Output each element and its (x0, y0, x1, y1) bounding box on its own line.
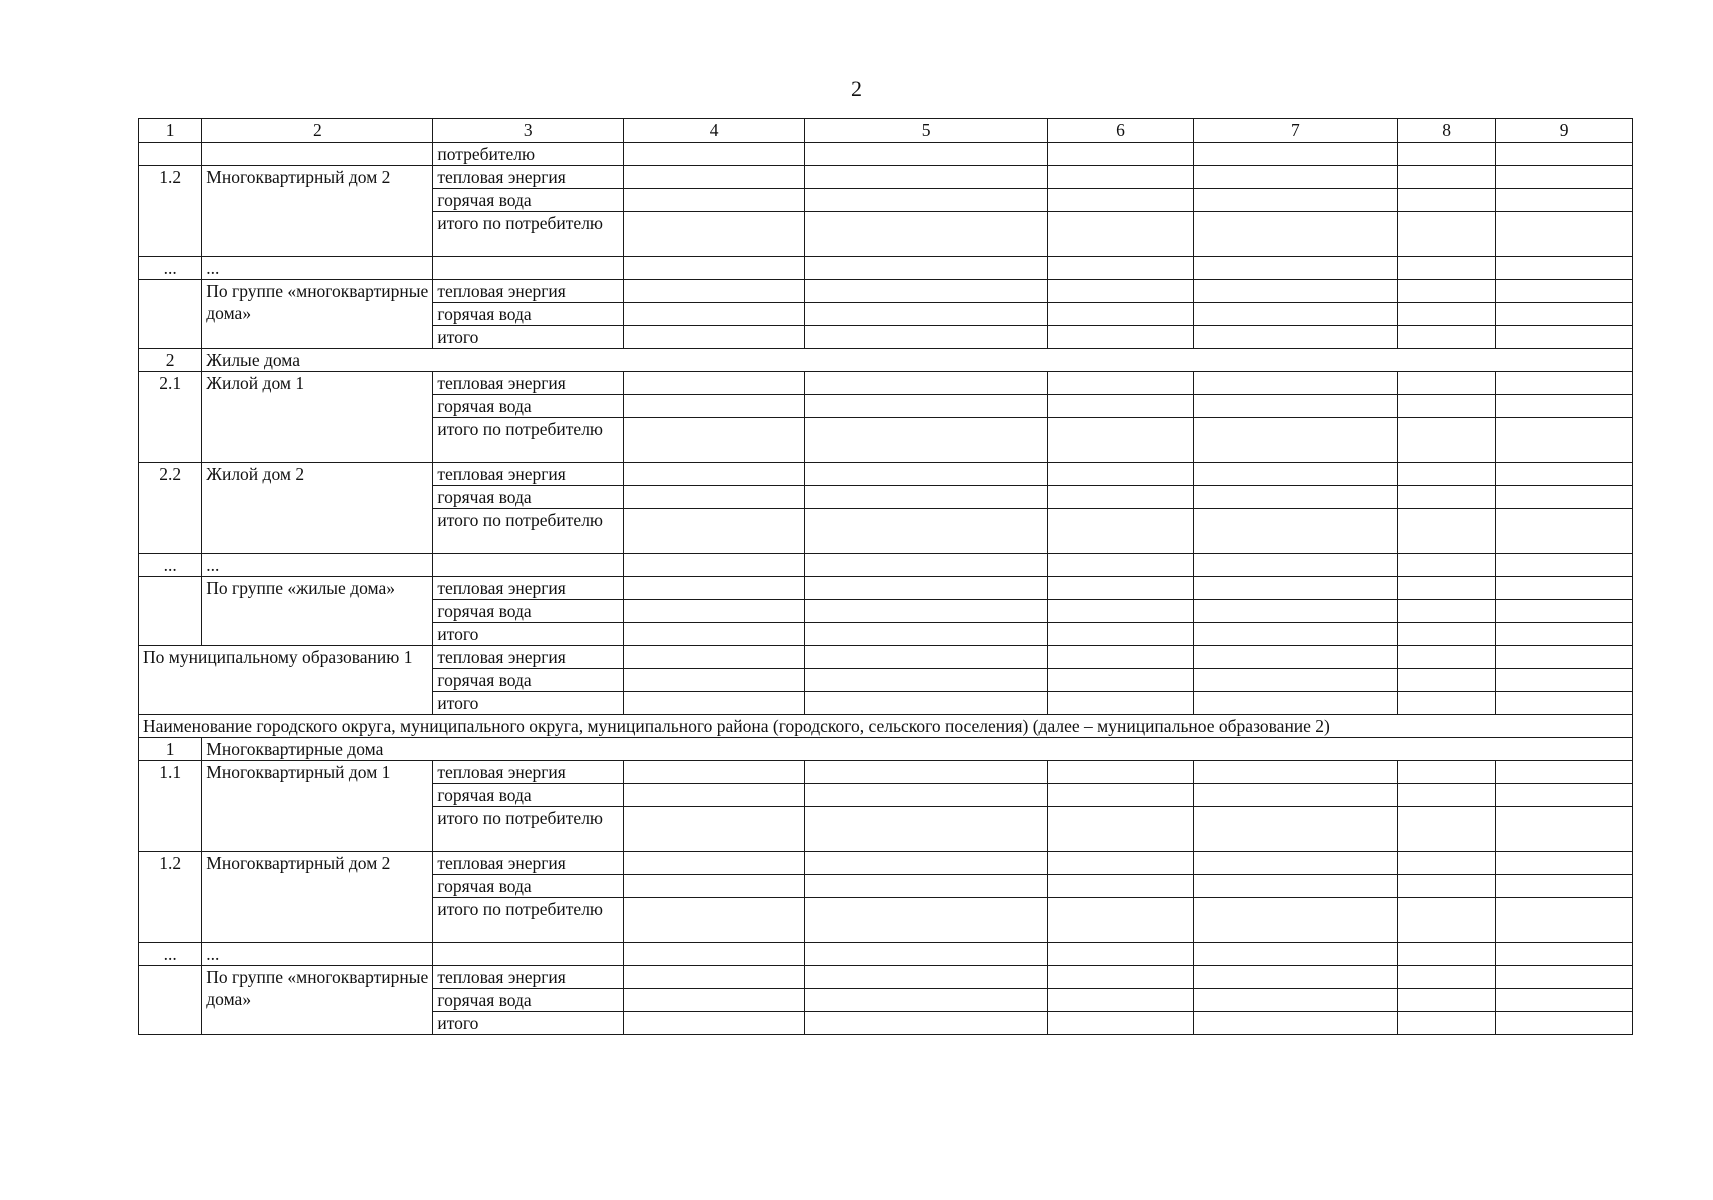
section-title: Многоквартирные дома (202, 738, 1633, 761)
column-number: 8 (1397, 119, 1495, 143)
metric-label: тепловая энергия (433, 646, 624, 669)
table-row (139, 280, 1633, 303)
group-name: По группе «жилые дома» (202, 577, 433, 646)
metric-label: тепловая энергия (433, 463, 624, 486)
metric-label: тепловая энергия (433, 852, 624, 875)
object-name: ... (202, 554, 433, 577)
section-row (139, 738, 1633, 761)
metric-label: итого по потребителю (433, 807, 624, 852)
metric-label: горячая вода (433, 669, 624, 692)
table-row (139, 966, 1633, 989)
metric-label: тепловая энергия (433, 280, 624, 303)
row-number: 2.2 (139, 463, 202, 554)
table-row (139, 166, 1633, 189)
table-row (139, 554, 1633, 577)
metric-label: итого по потребителю (433, 898, 624, 943)
metric-label: горячая вода (433, 395, 624, 418)
table-row (139, 372, 1633, 395)
object-name: Многоквартирный дом 1 (202, 761, 433, 852)
column-number: 3 (433, 119, 624, 143)
column-number-row (139, 119, 1633, 143)
table-row (139, 257, 1633, 280)
table-row (139, 143, 1633, 166)
column-number: 1 (139, 119, 202, 143)
metric-label: тепловая энергия (433, 761, 624, 784)
metric-label: горячая вода (433, 486, 624, 509)
metric-label: итого (433, 623, 624, 646)
group-name: По группе «многоквартирные дома» (202, 966, 433, 1035)
municipality-title: Наименование городского округа, муниципального округа, муниципального района (городского, сельского поселения) (далее – муниципальное образование 2) (139, 715, 1633, 738)
row-number: 2 (139, 349, 202, 372)
table-row (139, 577, 1633, 600)
metric-label: горячая вода (433, 875, 624, 898)
metric-label: горячая вода (433, 189, 624, 212)
row-number: ... (139, 257, 202, 280)
page-number: 2 (851, 76, 862, 101)
table-row (139, 852, 1633, 875)
metric-label: итого по потребителю (433, 509, 624, 554)
metric-label: итого по потребителю (433, 418, 624, 463)
metric-label: горячая вода (433, 303, 624, 326)
table-row (139, 646, 1633, 669)
consumption-table (138, 118, 1633, 1035)
group-name: По группе «многоквартирные дома» (202, 280, 433, 349)
municipal-total-label: По муниципальному образованию 1 (139, 646, 433, 715)
column-number: 6 (1048, 119, 1194, 143)
metric-label: итого (433, 692, 624, 715)
row-number: 1.2 (139, 852, 202, 943)
column-number: 4 (624, 119, 805, 143)
metric-label: тепловая энергия (433, 166, 624, 189)
metric-label: потребителю (433, 143, 624, 166)
row-number: 1.2 (139, 166, 202, 257)
column-number: 9 (1496, 119, 1633, 143)
row-number: 1.1 (139, 761, 202, 852)
row-number: 2.1 (139, 372, 202, 463)
row-number: ... (139, 554, 202, 577)
metric-label: тепловая энергия (433, 966, 624, 989)
table-row (139, 761, 1633, 784)
column-number: 7 (1193, 119, 1397, 143)
object-name: ... (202, 943, 433, 966)
section-title: Жилые дома (202, 349, 1633, 372)
municipality-title-row (139, 715, 1633, 738)
metric-label: тепловая энергия (433, 372, 624, 395)
object-name: Многоквартирный дом 2 (202, 852, 433, 943)
section-row (139, 349, 1633, 372)
metric-label: горячая вода (433, 989, 624, 1012)
metric-label: итого (433, 326, 624, 349)
object-name: Жилой дом 1 (202, 372, 433, 463)
table-row (139, 943, 1633, 966)
object-name: ... (202, 257, 433, 280)
metric-label: горячая вода (433, 600, 624, 623)
metric-label: итого по потребителю (433, 212, 624, 257)
object-name: Жилой дом 2 (202, 463, 433, 554)
column-number: 2 (202, 119, 433, 143)
table-row (139, 463, 1633, 486)
object-name: Многоквартирный дом 2 (202, 166, 433, 257)
metric-label: тепловая энергия (433, 577, 624, 600)
row-number: 1 (139, 738, 202, 761)
metric-label: горячая вода (433, 784, 624, 807)
metric-label: итого (433, 1012, 624, 1035)
row-number: ... (139, 943, 202, 966)
column-number: 5 (805, 119, 1048, 143)
